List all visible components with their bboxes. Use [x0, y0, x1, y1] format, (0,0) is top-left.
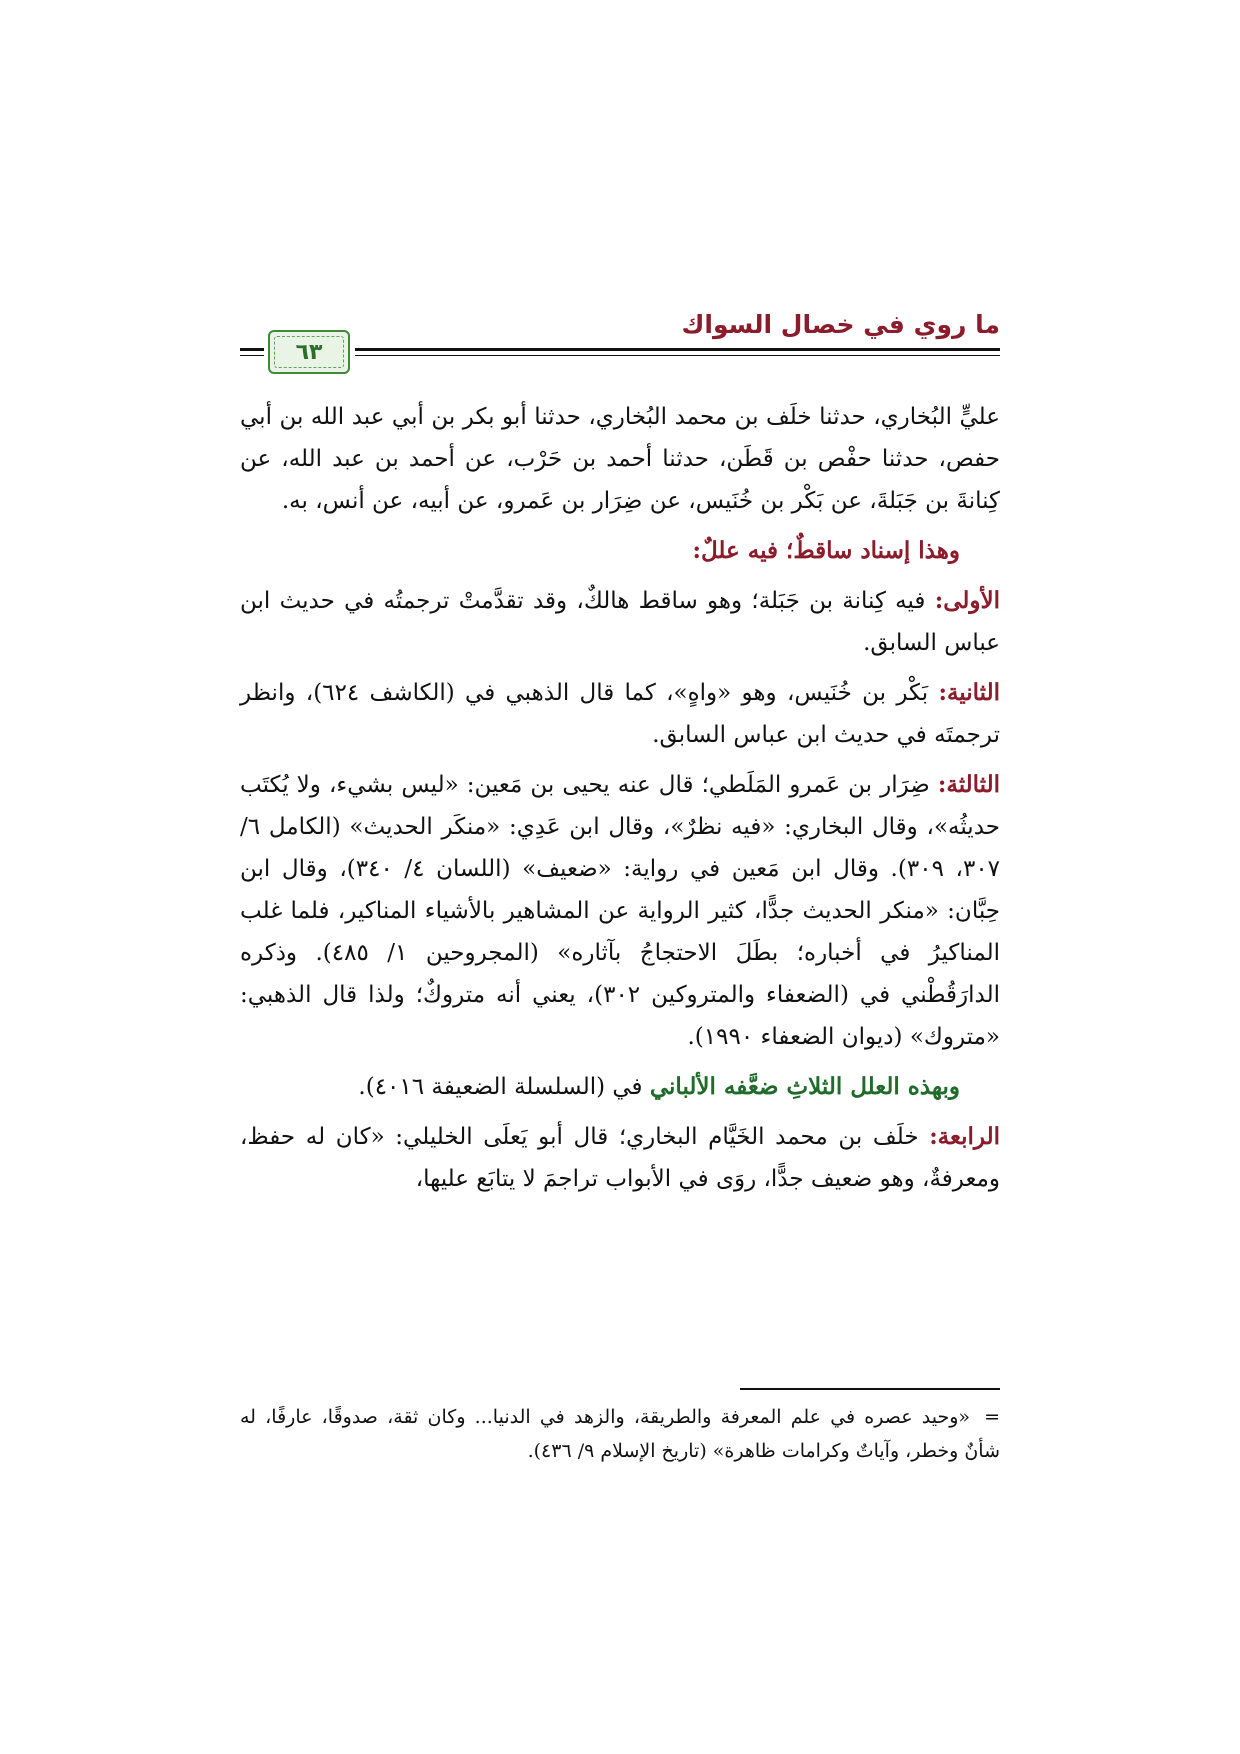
first-text: فيه كِنانة بن جَبَلة؛ وهو ساقط هالكٌ، وقد تقدَّمتْ ترجمتُه في حديث ابن عباس السابق.: [240, 588, 1000, 656]
paragraph-first-defect: [240, 580, 1000, 664]
paragraph-second-defect: [240, 672, 1000, 756]
header-rule-left-thin: [240, 355, 264, 356]
albani-reference: في (السلسلة الضعيفة ٤٠١٦).: [358, 1074, 643, 1100]
header-rule: [355, 348, 1000, 351]
paragraph-third-defect: [240, 764, 1000, 1058]
third-text: ضِرَار بن عَمرو المَلَطي؛ قال عنه يحيى بن مَعين: «ليس بشيء، ولا يُكتَب حديثُه»، وقال البخاري: «فيه نظرٌ»، وقال ابن عَدِي: «منكَر الحديث» (الكامل ٦/ ٣٠٧، ٣٠٩). وقال ابن مَعين في رواية: «ضعيف» (اللسان ٤/ ٣٤٠)، وقال ابن حِبَّان: «منكر الحديث جدًّا، كثير الرواية عن المشاهير بالأشياء المناكير، فلما غلب المناكيرُ في أخباره؛ بطَلَ الاحتجاجُ بآثاره» (المجروحين ١/ ٤٨٥). وذكره الدارَقُطْني في (الضعفاء والمتروكين ٣٠٢)، يعني أنه متروكٌ؛ ولذا قال الذهبي: «متروك» (ديوان الضعفاء ١٩٩٠).: [240, 772, 1001, 1050]
section-heading: وهذا إسناد ساقطٌ؛ فيه عللٌ:: [692, 537, 960, 564]
footnote-text: «وحيد عصره في علم المعرفة والطريقة، والزهد في الدنيا... وكان ثقة، صدوقًا، عارفًا، له شأنٌ وخطر، وآياتٌ وكرامات ظاهرة» (تاريخ الإسلام ٩/ ٤٣٦).: [240, 1406, 1000, 1462]
first-label: الأولى:: [934, 587, 1001, 614]
footnote-rule: [740, 1388, 1000, 1390]
footnote: [240, 1400, 1000, 1468]
main-text: [240, 396, 1000, 1208]
albani-heading: وبهذه العلل الثلاثِ ضعَّفه الألباني: [649, 1073, 960, 1100]
footnote-continuation-mark: =: [984, 1406, 1000, 1428]
paragraph-fourth-defect: [240, 1116, 1000, 1200]
fourth-text: خلَف بن محمد الخَيَّام البخاري؛ قال أبو يَعلَى الخليلي: «كان له حفظ، ومعرفةٌ، وهو ضعيف جدًّا، روَى في الأبواب تراجمَ لا يتابَع عليها،: [240, 1124, 1000, 1192]
header-rule-thin: [355, 355, 1000, 356]
paragraph-isnad: عليٍّ البُخاري، حدثنا خلَف بن محمد البُخاري، حدثنا أبو بكر بن أبي عبد الله بن أبي حفص، حدثنا حفْص بن قَطَن، حدثنا أحمد بن حَرْب، عن أحمد بن عبد الله، عن كِنانةَ بن جَبَلةَ، عن بَكْر بن خُنَيس، عن ضِرَار بن عَمرو، عن أبيه، عن أنس، به.: [240, 404, 1000, 514]
second-text: بَكْر بن خُنَيس، وهو «واهٍ»، كما قال الذهبي في (الكاشف ٦٢٤)، وانظر ترجمتَه في حديث ابن عباس السابق.: [240, 680, 1000, 748]
page-header: [240, 300, 1000, 380]
page-number-badge: [268, 330, 350, 374]
header-rule-left: [240, 348, 264, 351]
book-page: [240, 300, 1000, 1620]
running-title: ما روي في خصال السواك: [681, 310, 1000, 339]
second-label: الثانية:: [938, 679, 1000, 706]
fourth-label: الرابعة:: [929, 1123, 1000, 1150]
third-label: الثالثة:: [937, 771, 1001, 798]
paragraph-albani: [240, 1066, 1000, 1108]
page-number: ٦٣: [295, 339, 323, 365]
